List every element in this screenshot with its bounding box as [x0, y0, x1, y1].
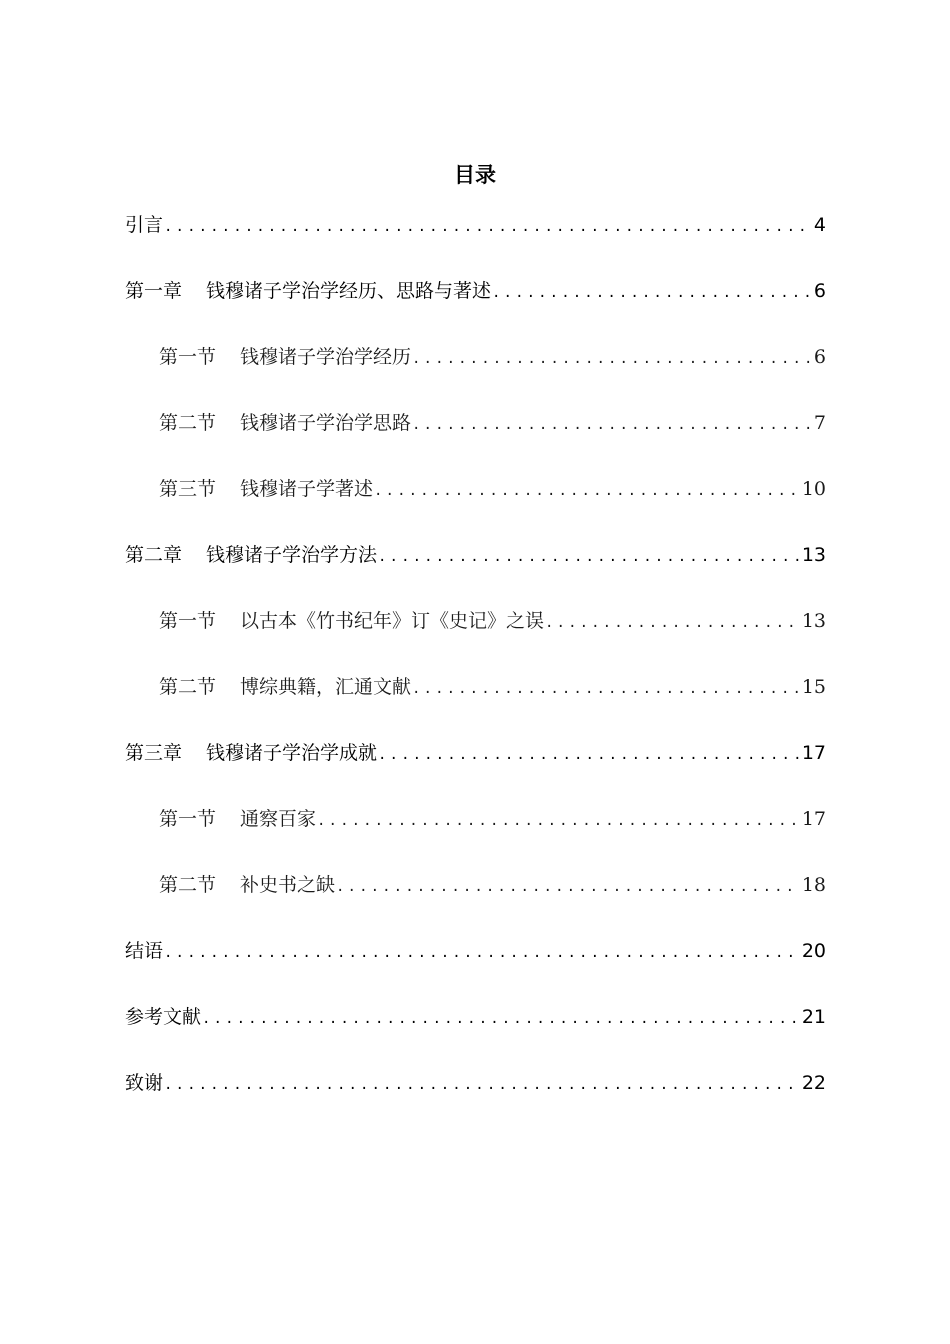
toc-entry-label: [159, 672, 411, 702]
toc-leader-dots: [374, 476, 800, 506]
toc-leader-dots: [412, 410, 812, 440]
toc-entry-prefix: 第二节: [159, 412, 217, 434]
toc-leader-dots: [336, 872, 800, 902]
toc-entry-label: [125, 210, 163, 240]
toc-entry-text: 钱穆诸子学治学经历: [240, 346, 412, 368]
toc-entry[interactable]: [125, 738, 826, 804]
toc-leader-dots: [378, 740, 800, 770]
toc-leader-dots: [545, 608, 800, 638]
toc-entry-label: [125, 276, 491, 306]
toc-entry-prefix: 第一节: [159, 610, 217, 632]
toc-entry-label: [125, 1068, 163, 1098]
toc-entry-text: 引言: [125, 214, 164, 236]
toc-entry[interactable]: [125, 1002, 826, 1068]
toc-page-number: 13: [801, 610, 826, 632]
toc-leader-dots: [202, 1004, 800, 1034]
toc-page-number: 22: [801, 1072, 826, 1094]
toc-entry-prefix: 第三节: [159, 478, 217, 500]
toc-entry[interactable]: [125, 804, 826, 870]
toc-page-number: 4: [813, 214, 826, 236]
toc-entry-label: [125, 936, 163, 966]
toc-entry[interactable]: [125, 606, 826, 672]
toc-entry-text: 结语: [125, 940, 164, 962]
toc-page-number: 17: [801, 742, 826, 764]
toc-title: 目录: [454, 163, 496, 187]
toc-page-number: 17: [801, 808, 826, 830]
toc-entry[interactable]: [125, 408, 826, 474]
toc-entry-prefix: 第二章: [125, 544, 183, 566]
toc-entry-text: 钱穆诸子学著述: [240, 478, 374, 500]
toc-entry[interactable]: [125, 474, 826, 540]
toc-entry-label: [159, 474, 373, 504]
toc-entry[interactable]: [125, 342, 826, 408]
toc-entry-text: 致谢: [125, 1072, 164, 1094]
toc-entry-label: [125, 1002, 201, 1032]
toc-page-number: 18: [801, 874, 826, 896]
toc-list: [125, 210, 826, 1134]
toc-entry-text: 补史书之缺: [240, 874, 336, 896]
toc-leader-dots: [164, 938, 800, 968]
toc-leader-dots: [378, 542, 800, 572]
toc-entry-text: 钱穆诸子学治学方法: [206, 544, 378, 566]
toc-entry-label: [159, 804, 316, 834]
toc-entry-prefix: 第三章: [125, 742, 183, 764]
toc-entry-label: [125, 738, 377, 768]
toc-entry-text: 以古本《竹书纪年》订《史记》之误: [240, 610, 545, 632]
toc-page-number: 6: [813, 280, 826, 302]
toc-entry-text: 通察百家: [240, 808, 317, 830]
toc-entry-prefix: 第一节: [159, 346, 217, 368]
toc-entry-text: 钱穆诸子学治学思路: [240, 412, 412, 434]
toc-entry-label: [159, 342, 411, 372]
toc-leader-dots: [492, 278, 812, 308]
toc-page-number: 7: [813, 412, 826, 434]
toc-entry-prefix: 第一章: [125, 280, 183, 302]
toc-entry[interactable]: [125, 936, 826, 1002]
toc-entry[interactable]: [125, 540, 826, 606]
toc-entry-label: [159, 606, 544, 636]
toc-page-number: 20: [801, 940, 826, 962]
toc-entry-prefix: 第二节: [159, 676, 217, 698]
toc-entry-text: 钱穆诸子学治学经历、思路与著述: [206, 280, 492, 302]
toc-leader-dots: [412, 674, 800, 704]
toc-leader-dots: [164, 212, 812, 242]
toc-entry-label: [125, 540, 377, 570]
toc-entry-label: [159, 408, 411, 438]
toc-entry[interactable]: [125, 276, 826, 342]
toc-leader-dots: [164, 1070, 800, 1100]
toc-page-number: 15: [801, 676, 826, 698]
toc-entry-prefix: 第一节: [159, 808, 217, 830]
toc-page-number: 6: [813, 346, 826, 368]
toc-entry-text: 钱穆诸子学治学成就: [206, 742, 378, 764]
toc-entry[interactable]: [125, 672, 826, 738]
toc-leader-dots: [412, 344, 812, 374]
toc-leader-dots: [317, 806, 800, 836]
toc-entry-text: 博综典籍，汇通文献: [240, 676, 412, 698]
toc-entry[interactable]: [125, 870, 826, 936]
toc-entry[interactable]: [125, 1068, 826, 1134]
toc-page-number: 21: [801, 1006, 826, 1028]
toc-page-number: 13: [801, 544, 826, 566]
toc-entry-text: 参考文献: [125, 1006, 202, 1028]
toc-entry-prefix: 第二节: [159, 874, 217, 896]
toc-page-number: 10: [801, 478, 826, 500]
toc-entry-label: [159, 870, 335, 900]
toc-entry[interactable]: [125, 210, 826, 276]
